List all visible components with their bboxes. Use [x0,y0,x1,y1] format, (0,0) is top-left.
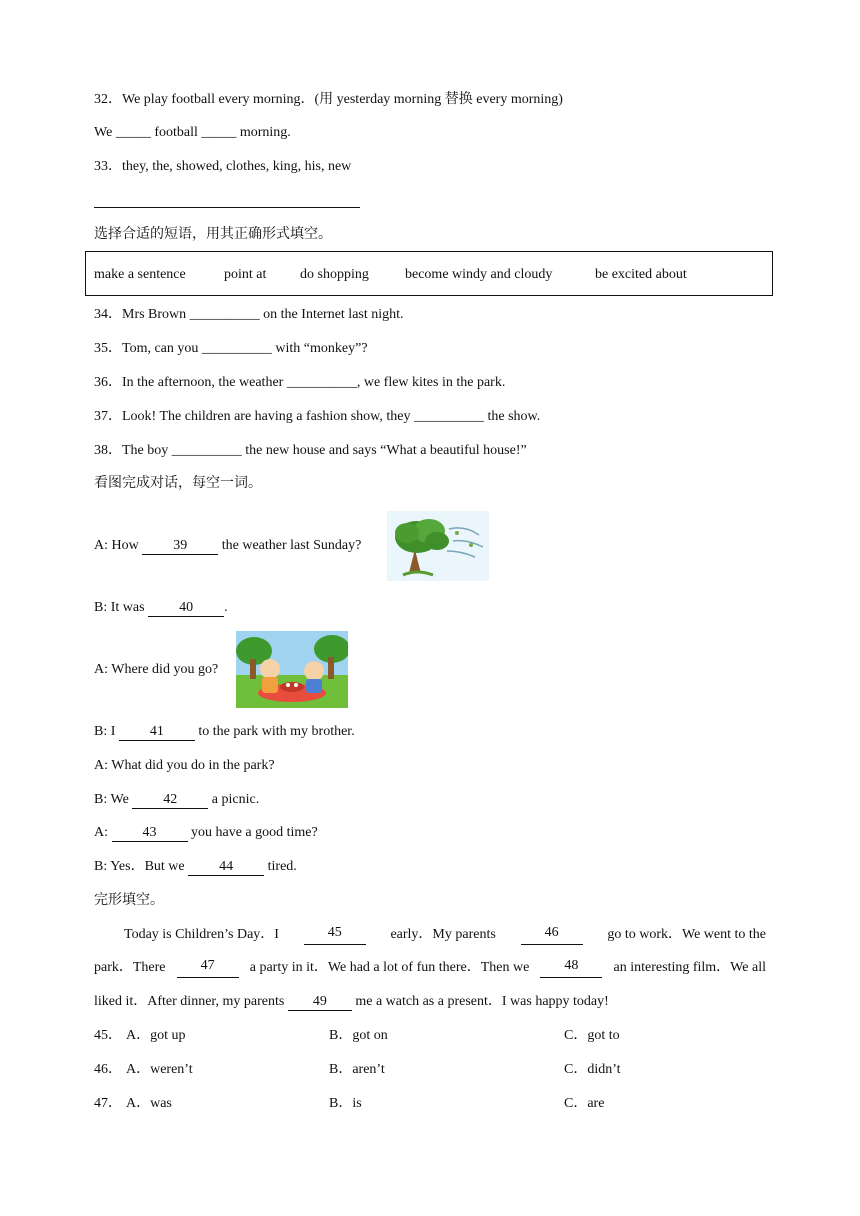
cloze-passage-line: Today is Children’s Day．I 45 early．My parents 46 go to work．We went to the [94,925,766,945]
phrase-item: do shopping [300,267,369,282]
blank[interactable]: _____ [201,125,237,140]
option-b[interactable]: B．is [329,1096,362,1111]
blank[interactable]: _____ [115,125,151,140]
option-c[interactable]: C．didn’t [564,1062,621,1077]
cloze-passage-line: park．There 47 a party in it．We had a lot of fun there．Then we 48 an interesting film．We all [94,958,766,978]
blank[interactable]: 47 [177,958,239,978]
blank[interactable]: 46 [521,925,583,945]
blank[interactable]: 49 [288,994,352,1011]
cloze-passage-line: liked it．After dinner, my parents 49 me a watch as a present．I was happy today! [94,994,609,1009]
phrase-item: become windy and cloudy [405,267,553,282]
question-34: 34．Mrs Brown __________ on the Internet last night. [94,307,404,322]
blank[interactable]: 41 [119,724,195,741]
picnic-picture [236,631,348,708]
blank[interactable]: 45 [304,925,366,945]
answer-line[interactable] [94,207,360,208]
option-number: 45． [94,1028,122,1043]
dialog-line: B: Yes．But we 44 tired. [94,859,297,874]
blank[interactable]: 48 [540,958,602,978]
question-32-prompt: 32．We play football every morning．(用 yesterday morning 替换 every morning) [94,92,563,107]
option-c[interactable]: C．are [564,1096,605,1111]
blank[interactable]: __________ [201,341,272,356]
dialog-line: A: 43 you have a good time? [94,825,318,840]
question-35: 35．Tom, can you __________ with “monkey”? [94,341,368,356]
section-instruction: 看图完成对话，每空一词。 [94,476,262,491]
phrase-item: be excited about [595,267,687,282]
section-instruction: 选择合适的短语，用其正确形式填空。 [94,227,332,242]
blank[interactable]: 40 [148,600,224,617]
question-33-prompt: 33．they, the, showed, clothes, king, his, new [94,159,352,174]
dialog-line: B: I 41 to the park with my brother. [94,724,355,739]
option-a[interactable]: A．got up [126,1028,186,1043]
question-38: 38．The boy __________ the new house and says “What a beautiful house!” [94,443,527,458]
dialog-line: A: Where did you go? [94,662,219,677]
option-b[interactable]: B．got on [329,1028,388,1043]
phrase-box [85,251,773,296]
blank[interactable]: __________ [413,409,484,424]
option-a[interactable]: A．was [126,1096,172,1111]
blank[interactable]: 44 [188,859,264,876]
question-36: 36．In the afternoon, the weather __________, we flew kites in the park. [94,375,506,390]
dialog-line: A: What did you do in the park? [94,758,275,773]
question-37: 37．Look! The children are having a fashion show, they __________ the show. [94,409,541,424]
blank[interactable]: 43 [112,825,188,842]
blank[interactable]: 42 [132,792,208,809]
question-32-answer: We _____ football _____ morning. [94,125,291,140]
blank[interactable]: __________ [286,375,357,390]
blank[interactable]: __________ [189,307,260,322]
option-b[interactable]: B．aren’t [329,1062,385,1077]
dialog-line: B: It was 40 . [94,600,228,615]
option-a[interactable]: A．weren’t [126,1062,193,1077]
blank[interactable]: 39 [142,538,218,555]
dialog-line: B: We 42 a picnic. [94,792,260,807]
option-number: 46． [94,1062,122,1077]
windy-tree-picture [387,511,489,581]
section-instruction: 完形填空。 [94,893,164,908]
dialog-line: A: How 39 the weather last Sunday? [94,538,362,553]
option-c[interactable]: C．got to [564,1028,620,1043]
phrase-item: point at [224,267,267,282]
blank[interactable]: __________ [171,443,242,458]
phrase-item: make a sentence [94,267,186,282]
option-number: 47． [94,1096,122,1111]
